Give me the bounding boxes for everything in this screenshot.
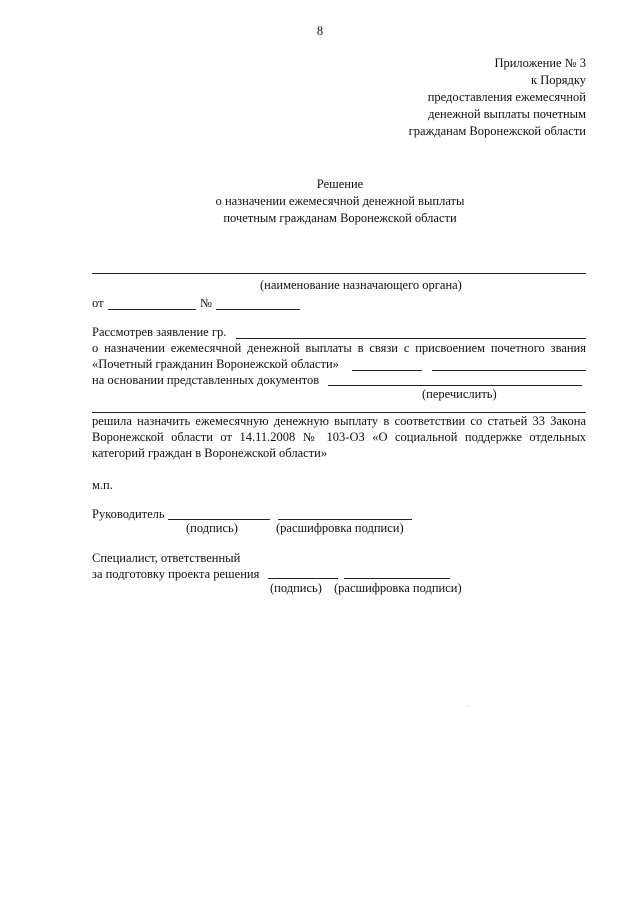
head-sign-caption: (подпись) bbox=[186, 521, 238, 535]
title-line: почетным гражданам Воронежской области bbox=[223, 211, 457, 225]
title-line-b bbox=[432, 370, 586, 371]
specialist-label: Специалист, ответственный bbox=[92, 551, 241, 565]
applicant-line bbox=[236, 338, 586, 339]
head-label: Руководитель bbox=[92, 507, 165, 521]
appendix-line: гражданам Воронежской области bbox=[408, 124, 586, 138]
decision-line: Воронежской области от 14.11.2008 № 103-ОЗ «О социальной поддержке отдельных bbox=[92, 430, 586, 444]
head-decode-line bbox=[278, 519, 412, 520]
head-decode-caption: (расшифровка подписи) bbox=[276, 521, 404, 535]
appendix-line: Приложение № 3 bbox=[494, 56, 586, 70]
docs-label: на основании представленных документов bbox=[92, 373, 320, 387]
spec-sign-caption: (подпись) bbox=[270, 581, 322, 595]
spec-decode-line bbox=[344, 578, 450, 579]
decision-line: категорий граждан в Воронежской области» bbox=[92, 446, 328, 460]
organ-name-line bbox=[92, 273, 586, 274]
considered-label: Рассмотрев заявление гр. bbox=[92, 325, 227, 339]
stamp-label: м.п. bbox=[92, 478, 113, 492]
appendix-line: предоставления ежемесячной bbox=[427, 90, 586, 104]
title-line-a bbox=[352, 370, 422, 371]
scan-speck bbox=[467, 706, 468, 707]
number-line bbox=[216, 309, 300, 310]
documents-list-line bbox=[92, 412, 586, 413]
number-label: № bbox=[200, 296, 212, 310]
title-heading: Решение bbox=[316, 177, 364, 191]
spec-signature-line bbox=[268, 578, 338, 579]
appendix-line: к Порядку bbox=[531, 73, 586, 87]
page-number: 8 bbox=[316, 24, 324, 38]
purpose-text: о назначении ежемесячной денежной выплаты в связи с присвоением почетного звания bbox=[92, 341, 586, 355]
specialist-label: за подготовку проекта решения bbox=[92, 567, 260, 581]
organ-caption: (наименование назначающего органа) bbox=[260, 278, 462, 292]
appendix-block bbox=[409, 55, 586, 140]
docs-line bbox=[328, 385, 582, 386]
honorary-title-label: «Почетный гражданин Воронежской области» bbox=[92, 357, 339, 371]
head-signature-line bbox=[168, 519, 270, 520]
document-title bbox=[140, 176, 540, 227]
date-line bbox=[108, 309, 196, 310]
from-label: от bbox=[92, 296, 104, 310]
appendix-line: денежной выплаты почетным bbox=[428, 107, 586, 121]
list-caption: (перечислить) bbox=[422, 387, 497, 401]
spec-decode-caption: (расшифровка подписи) bbox=[334, 581, 462, 595]
title-line: о назначении ежемесячной денежной выплаты bbox=[215, 194, 465, 208]
decision-line: решила назначить ежемесячную денежную выплату в соответствии со статьей 33 Закона bbox=[92, 414, 586, 428]
